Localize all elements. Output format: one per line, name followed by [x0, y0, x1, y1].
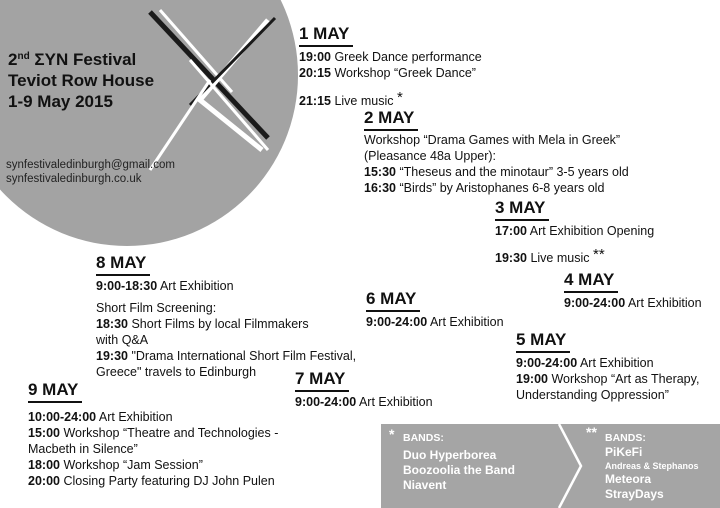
footnote-mark: ** [586, 424, 597, 440]
event-row: 9:00-24:00 Art Exhibition [366, 315, 504, 329]
contact-block [6, 158, 175, 186]
event-row: 20:15 Workshop “Greek Dance” [299, 66, 476, 80]
event-line: Short Film Screening: [96, 301, 217, 315]
contact-website: synfestivaledinburgh.co.uk [6, 173, 142, 185]
event-row: 21:15 Live music * [299, 89, 403, 108]
band-name: Boozoolia the Band [403, 463, 515, 478]
event-row: 9:00-24:00 Art Exhibition [564, 296, 702, 310]
day-may-4 [564, 270, 702, 311]
bands-panel [381, 424, 720, 508]
event-row: 9:00-24:00 Art Exhibition [516, 356, 654, 370]
event-line: Understanding Oppression” [516, 388, 669, 402]
band-name: Duo Hyperborea [403, 448, 497, 463]
event-row: 10:00-24:00 Art Exhibition [28, 410, 173, 424]
day-may-9 [28, 380, 278, 489]
event-row: 19:30 Live music ** [495, 246, 605, 265]
event-row: 15:30 “Theseus and the minotaur” 3-5 years old [364, 165, 629, 179]
band-name: PiKeFi [605, 445, 643, 460]
day-may-7 [295, 369, 433, 410]
day-heading: 2 MAY [364, 108, 418, 131]
event-row: 19:00 Greek Dance performance [299, 50, 482, 64]
event-row: 17:00 Art Exhibition Opening [495, 224, 655, 238]
day-heading: 1 MAY [299, 24, 353, 47]
day-heading: 4 MAY [564, 270, 618, 293]
day-heading: 5 MAY [516, 330, 570, 353]
footnote-mark: * [389, 426, 395, 442]
event-row: 20:00 Closing Party featuring DJ John Pulen [28, 474, 275, 488]
bands-left [403, 432, 515, 493]
day-may-3 [495, 198, 654, 266]
day-may-1 [299, 24, 482, 109]
day-heading: 3 MAY [495, 198, 549, 221]
day-may-8 [96, 253, 356, 380]
day-heading: 6 MAY [366, 289, 420, 312]
band-name: StrayDays [605, 487, 664, 502]
event-row: 18:30 Short Films by local Filmmakers [96, 317, 309, 331]
footnote-mark: ** [592, 246, 605, 263]
event-line: with Q&A [96, 333, 149, 347]
event-row: 9:00-24:00 Art Exhibition [295, 395, 433, 409]
x-logo-icon [0, 0, 300, 260]
event-row: 9:00-18:30 Art Exhibition [96, 279, 234, 293]
band-name: Meteora [605, 472, 652, 487]
festival-dates: 1-9 May 2015 [8, 92, 113, 111]
bands-heading: BANDS: [403, 432, 444, 444]
band-members: Andreas & Stephanos [605, 461, 699, 472]
day-may-6 [366, 289, 504, 330]
event-row: 19:30 "Drama International Short Film Festival, [96, 349, 357, 363]
festival-title-block [8, 46, 154, 112]
event-line: Greece" travels to Edinburgh [96, 365, 257, 379]
day-heading: 9 MAY [28, 380, 82, 403]
event-line: Macbeth in Silence” [28, 442, 138, 456]
event-line: Workshop “Drama Games with Mela in Greek” [364, 133, 621, 147]
band-name: Niavent [403, 478, 447, 493]
event-line: (Pleasance 48a Upper): [364, 149, 497, 163]
festival-venue: Teviot Row House [8, 71, 155, 90]
bands-right [605, 432, 699, 502]
event-row: 18:00 Workshop “Jam Session” [28, 458, 203, 472]
day-may-2 [364, 108, 629, 196]
bands-heading: BANDS: [605, 432, 646, 444]
contact-email: synfestivaledinburgh@gmail.com [6, 159, 175, 171]
festival-title: 2nd ΣΥΝ Festival [8, 50, 137, 69]
day-heading: 8 MAY [96, 253, 150, 276]
footnote-mark: * [396, 89, 403, 106]
day-may-5 [516, 330, 699, 403]
event-row: 16:30 “Birds” by Aristophanes 6-8 years old [364, 181, 605, 195]
event-row: 19:00 Workshop “Art as Therapy, [516, 372, 700, 386]
event-row: 15:00 Workshop “Theatre and Technologies - [28, 426, 279, 440]
day-heading: 7 MAY [295, 369, 349, 392]
